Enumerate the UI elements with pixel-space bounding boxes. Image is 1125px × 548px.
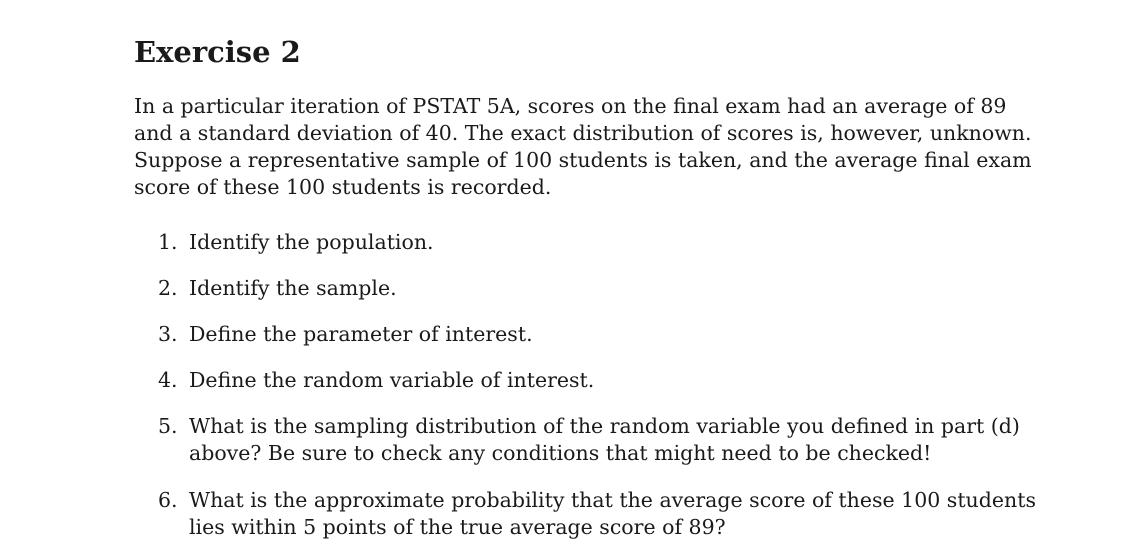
question-text [189, 321, 1019, 348]
question-text [189, 275, 1019, 302]
question-number: 6. [158, 488, 178, 512]
exercise-title: Exercise 2 [134, 35, 301, 69]
question-line: What is the approximate probability that the average score of these 100 students [189, 488, 1036, 512]
question-line: Define the random variable of interest. [189, 368, 595, 392]
question-line: What is the sampling distribution of the random variable you defined in part (d) [189, 414, 1020, 438]
question-line: above? Be sure to check any conditions that might need to be checked! [189, 441, 932, 465]
question-number: 1. [158, 230, 178, 254]
question-line: Identify the population. [189, 230, 434, 254]
question-text [189, 229, 1019, 256]
question-number: 3. [158, 322, 178, 346]
question-text [189, 487, 1036, 541]
intro-line: and a standard deviation of 40. The exact distribution of scores is, however, unknown. [134, 121, 1032, 145]
question-line: Identify the sample. [189, 276, 397, 300]
question-text [189, 413, 1019, 467]
intro-line: score of these 100 students is recorded. [134, 175, 552, 199]
intro-line: In a particular iteration of PSTAT 5A, scores on the final exam had an average of 89 [134, 94, 1007, 118]
question-line: Define the parameter of interest. [189, 322, 533, 346]
question-text [189, 367, 1019, 394]
question-line: lies within 5 points of the true average score of 89? [189, 515, 726, 539]
question-number: 4. [158, 368, 178, 392]
intro-line: Suppose a representative sample of 100 students is taken, and the average final exam [134, 148, 1032, 172]
question-number: 5. [158, 414, 178, 438]
exercise-intro [134, 93, 1032, 201]
question-number: 2. [158, 276, 178, 300]
